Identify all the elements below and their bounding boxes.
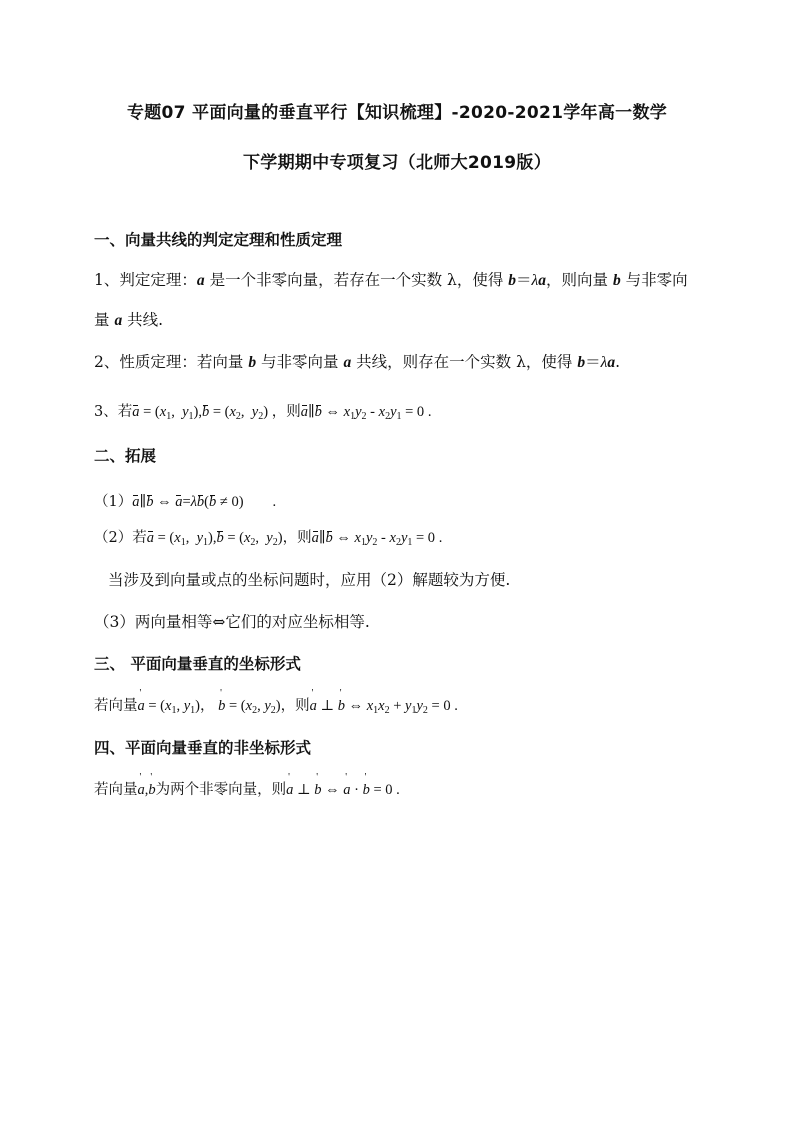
section2-item3: （3）两向量相等⇔它们的对应坐标相等. <box>94 613 370 631</box>
section2-item2: （2）若$a = (x_1$, $y_1),b = (x_2$, $y_2$)，则a∥b ⇔ $x_1y_2 - x_2y_1 = 0$ . <box>94 530 443 548</box>
doc-title-line1: 专题07 平面向量的垂直平行【知识梳理】-2020-2021学年高一数学 <box>126 103 668 123</box>
section4-heading: 四、平面向量垂直的非坐标形式 <box>94 739 312 757</box>
section2-item1: （1）a∥b ⇔ a=λb(b ≠ 0) . <box>94 494 277 510</box>
section1-item3: 3、若$a = (x_1$, $y_1),b = (x_2$, $y_2$) ，则a∥b ⇔ $x_1y_2 - x_2y_1 = 0$ . <box>94 404 432 422</box>
section2-note: 当涉及到向量或点的坐标问题时，应用（2）解题较为方便. <box>108 571 511 589</box>
section2-heading: 二、拓展 <box>94 447 157 465</box>
section3-text: 若向量' $a = (x_1$, $y_1$)， ' $b = (x_2$, $y_2$)，则' a ⊥ ' b ⇔ $x_1x_2 + y_1y_2 = 0$ . <box>94 694 458 716</box>
doc-title-line2: 下学期期中专项复习（北师大2019版） <box>242 153 551 173</box>
section4-text: 若向量' a,' b为两个非零向量，则' a ⊥ ' b ⇔ ' a · ' b = 0 . <box>94 778 400 799</box>
section1-item1: 1、判定定理：a 是一个非零向量，若存在一个实数 λ，使得 b＝λa，则向量 b 与非零向 <box>94 271 688 289</box>
section3-heading: 三、 平面向量垂直的坐标形式 <box>94 655 301 673</box>
section1-heading: 一、向量共线的判定定理和性质定理 <box>94 231 343 249</box>
section1-item1-line2: 量 a 共线. <box>94 311 164 329</box>
section1-item2: 2、性质定理：若向量 b 与非零向量 a 共线，则存在一个实数 λ，使得 b＝λa. <box>94 353 621 371</box>
